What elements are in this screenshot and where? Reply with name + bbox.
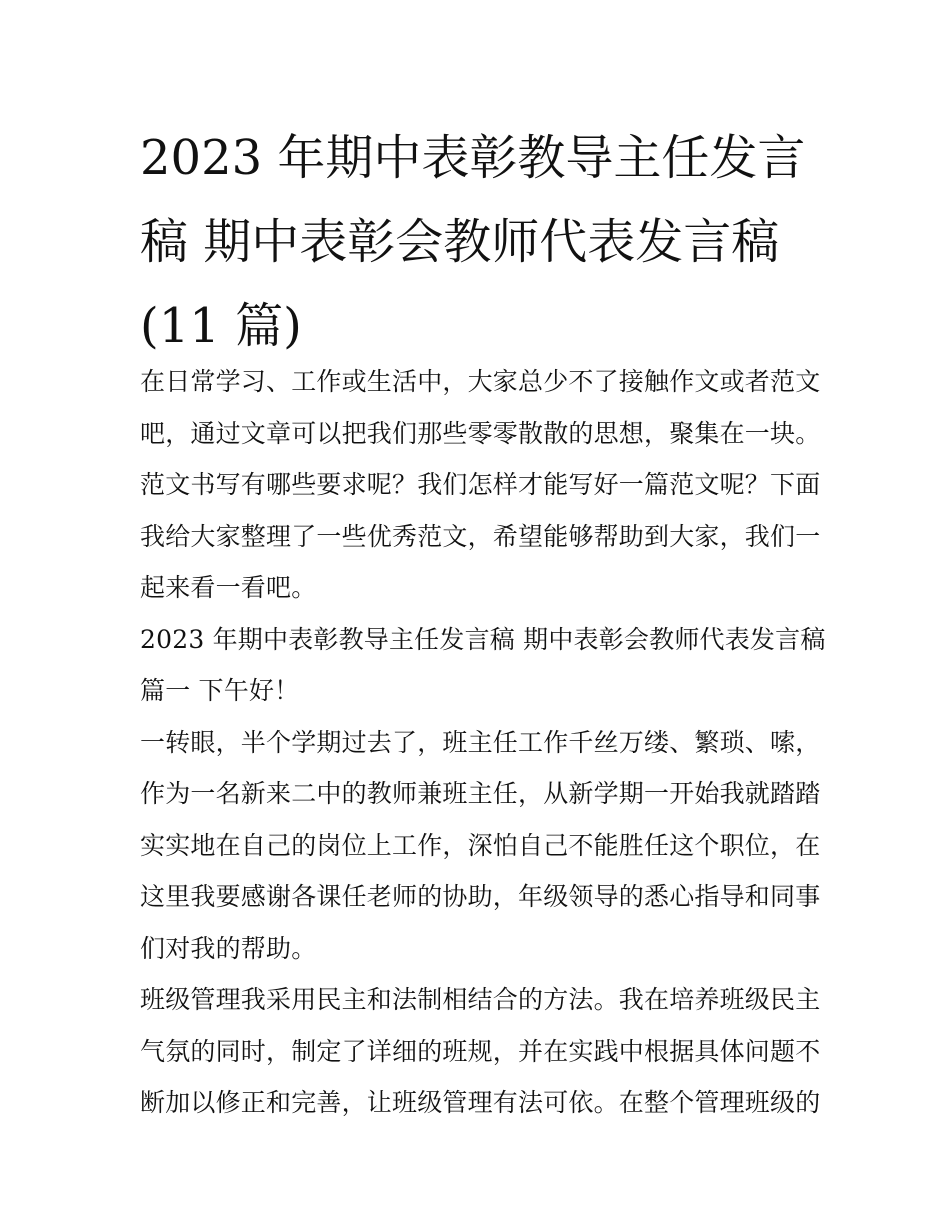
text-line: 篇一 下午好！ (140, 676, 300, 705)
text-line: 这里我要感谢各课任老师的协助，年级领导的悉心指导和同事 (140, 882, 821, 911)
text-line: 起来看一看吧。 (140, 573, 317, 602)
text-line: 一转眼，半个学期过去了，班主任工作千丝万缕、繁琐、嗦， (140, 727, 821, 757)
text-line: 吧，通过文章可以把我们那些零零散散的思想，聚集在一块。 (140, 418, 821, 448)
body-paragraph (140, 974, 820, 1129)
text-line: 班级管理我采用民主和法制相结合的方法。我在培养班级民主 (140, 985, 821, 1014)
intro-paragraph (140, 356, 820, 614)
text-line: 气氛的同时，制定了详细的班规，并在实践中根据具体问题不 (140, 1036, 821, 1066)
text-line: 实实地在自己的岗位上工作，深怕自己不能胜任这个职位，在 (140, 830, 821, 860)
text-line: 们对我的帮助。 (140, 933, 317, 963)
body-paragraph (140, 717, 820, 975)
document-title (140, 116, 820, 368)
text-line: 作为一名新来二中的教师兼班主任，从新学期一开始我就踏踏 (140, 779, 821, 808)
section-heading (140, 614, 826, 717)
text-line: 我给大家整理了一些优秀范文，希望能够帮助到大家，我们一 (140, 521, 821, 551)
text-line: 在日常学习、工作或生活中，大家总少不了接触作文或者范文 (140, 367, 821, 396)
document-body (140, 356, 826, 1129)
title-line: 稿 期中表彰会教师代表发言稿 (140, 214, 780, 270)
text-line: 2023 年期中表彰教导主任发言稿 期中表彰会教师代表发言稿 (140, 624, 826, 654)
text-line: 断加以修正和完善，让班级管理有法可依。在整个管理班级的 (140, 1088, 821, 1117)
title-line: 2023 年期中表彰教导主任发言 (140, 130, 806, 186)
text-line: 范文书写有哪些要求呢？我们怎样才能写好一篇范文呢？下面 (140, 470, 821, 499)
title-line: (11 篇) (140, 298, 302, 354)
